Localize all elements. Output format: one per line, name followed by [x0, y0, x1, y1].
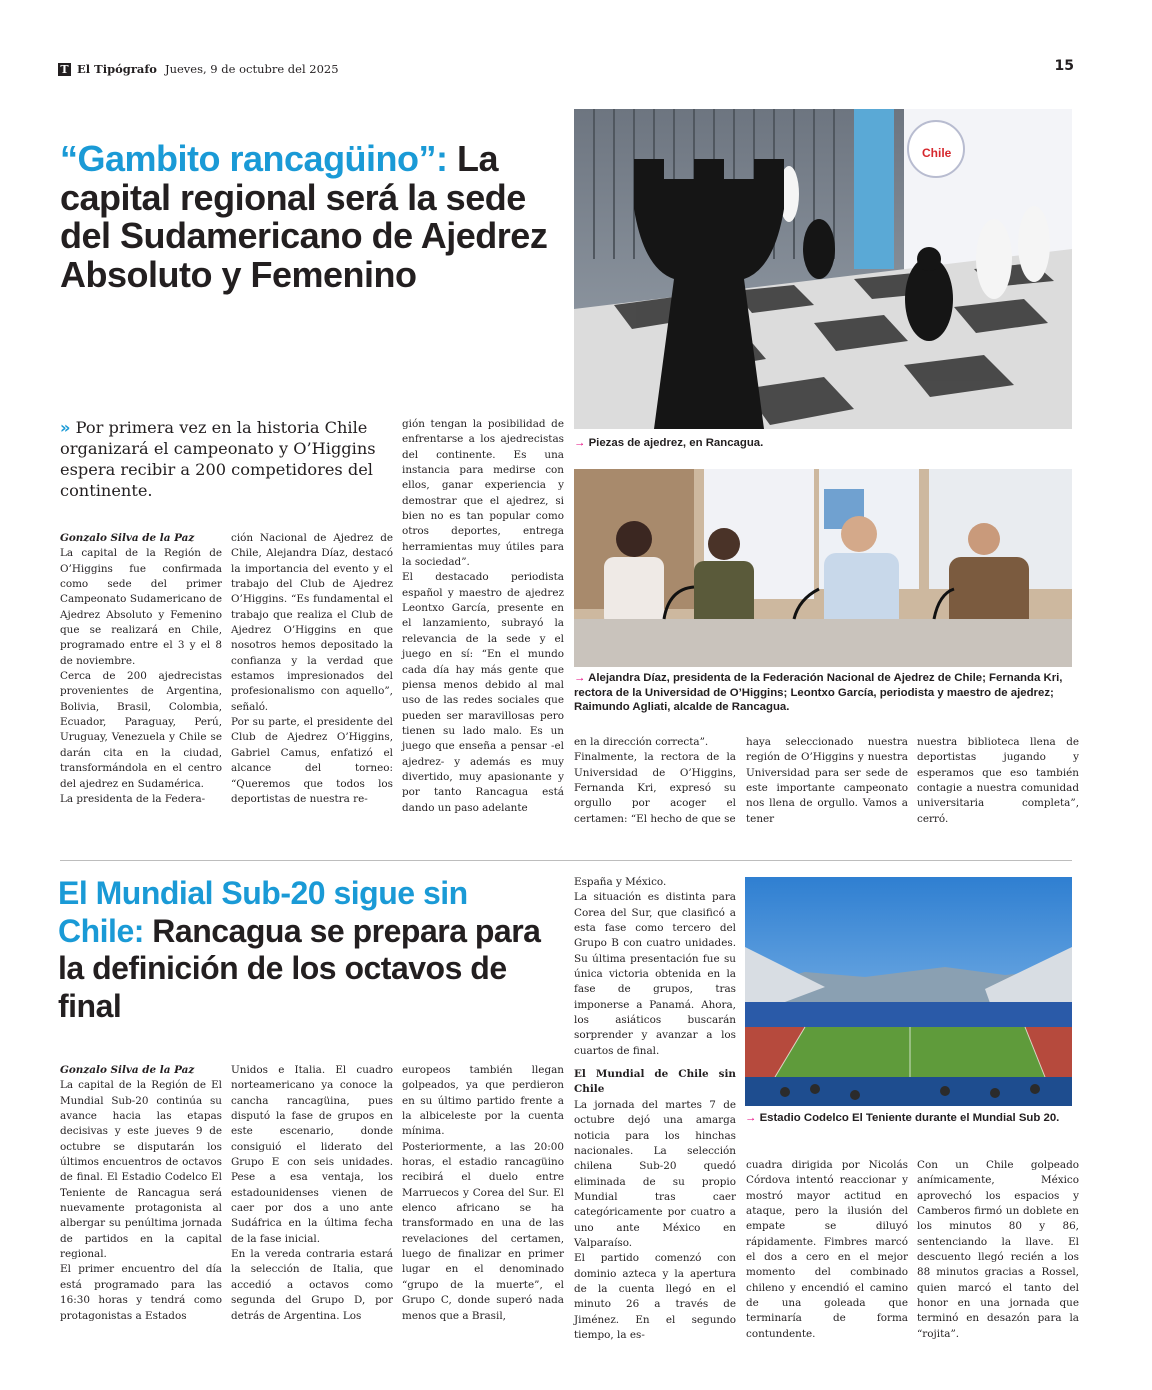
article2-column-3: [402, 1063, 564, 1324]
paragraph: Por su parte, el presidente del Club de Ajedrez O’Higgins, Gabriel Camus, enfatizó el alcance del torneo: “Queremos que todos los deportistas de nuestra re-: [231, 716, 393, 805]
paragraph: El partido comenzó con dominio azteca y la apertura de la cuenta llegó en el minuto 26 a través de Jiménez. En el segundo tiempo, la es-: [574, 1252, 736, 1341]
paragraph: nuestra biblioteca llena de deportistas jugando y esperamos que eso también contagie a nuestra comunidad universitaria completa”, cerró.: [917, 736, 1079, 825]
masthead: [58, 60, 339, 78]
paragraph: Unidos e Italia. El cuadro norteamericano ya conoce la cancha rancagüina, pues disputó la fase de grupos en este escenario, donde consiguió el liderato del Grupo E con seis unidades. Pese a esa ventaja, los estadounidenses vienen de caer por dos a uno ante Sudáfrica en la última fecha de la fase inicial.: [231, 1064, 393, 1245]
chess-photo-illustration: [574, 109, 1072, 429]
page-number: 15: [1054, 58, 1074, 74]
headline-kicker: “Gambito rancagüino”:: [60, 138, 448, 179]
section-divider: [60, 860, 1072, 861]
stadium-illustration: [745, 877, 1072, 1106]
paragraph: Con un Chile golpeado anímicamente, México aprovechó los espacios y Camberos firmó un doblete en los minutos 80 y 86, sentenciando la llave. El descuento llegó recién a los 88 minutos gracias a Rossel, quien marcó el tanto del honor en una jornada que terminó en desazón para la “rojita”.: [917, 1159, 1079, 1340]
arrow-right-icon: →: [745, 1112, 757, 1124]
chess-photo-caption: [574, 436, 1072, 451]
issue-date: Jueves, 9 de octubre del 2025: [164, 62, 339, 76]
article1-column-5: [746, 735, 908, 827]
article1-column-2: [231, 531, 393, 807]
article1-column-4: [574, 735, 736, 827]
article2-headline: [58, 875, 558, 1025]
arrow-right-icon: →: [574, 437, 586, 449]
banner-chile-text: Chile: [922, 146, 952, 160]
paragraph: La capital de la Región de O’Higgins fue confirmada como sede del primer Campeonato Sudamericano de Ajedrez Absoluto y Femenino que se realizará en Chile, programado entre el 3 y el 8 de noviembre.: [60, 547, 222, 667]
paragraph: gión tengan la posibilidad de enfrentarse a los ajedrecistas del continente. Es una instancia para medirse con ellos, ganar experiencia y demostrar que el ajedrez, si bien no es tan popular como otros deportes, entrega herramientas muy útiles para la sociedad”.: [402, 418, 564, 569]
paragraph: en la dirección correcta”.: [574, 736, 709, 748]
article2-column-1: [60, 1063, 222, 1324]
panel-photo-caption: [574, 671, 1072, 715]
paragraph: En la vereda contraria estará la selección de Italia, que accedió a octavos como segunda del Grupo D, por detrás de Argentina. Los: [231, 1248, 393, 1322]
paragraph: La situación es distinta para Corea del Sur, que clasificó a esta fase como tercero del Grupo B con cuatro unidades. Su última presentación fue su única victoria obtenida en la fase de grupos, tras imponerse a Panamá. Ahora, los asiáticos buscarán sorprender y avanzar a los cuartos de final.: [574, 891, 736, 1057]
paragraph: La jornada del martes 7 de octubre dejó una amarga noticia para los hinchas nacionales. La selección chilena Sub-20 quedó eliminada de su propio Mundial tras caer categóricamente por cuatro a uno ante México en Valparaíso.: [574, 1098, 736, 1249]
byline: Gonzalo Silva de la Paz: [60, 1064, 195, 1076]
paragraph: La presidenta de la Federa-: [60, 792, 206, 805]
paper-name: El Tipógrafo: [77, 62, 157, 76]
press-conference-photo: [574, 469, 1072, 667]
paragraph: Cerca de 200 ajedrecistas provenientes de Argentina, Bolivia, Brasil, Colombia, Ecuador, Paraguay, Perú, Uruguay, Venezuela y Chile se darán cita en la ciudad, transformándola en el centro del ajedrez en Sudamérica.: [60, 670, 222, 790]
byline: Gonzalo Silva de la Paz: [60, 532, 195, 544]
double-chevron-icon: »: [60, 418, 71, 437]
paragraph: El destacado periodista español y maestro de ajedrez Leontxo García, presente en el lanzamiento, subrayó la relevancia de la sede y el juego en sí: “En el mundo cada día hay más gente que piensa menos debido al mal uso de las redes sociales que pueden ser maravillosas pero tienen su lado malo. Es un juego que enseña a pensar -el ajedrez- y además es muy divertido, muy apasionante y por tanto Rancagua está dando un paso adelante: [402, 571, 564, 814]
press-conference-illustration: [574, 469, 1072, 667]
article1-column-3: [402, 417, 564, 816]
article2-column-6: [917, 1158, 1079, 1342]
headline-main: Rancagua se prepara para la definición de los octavos de final: [58, 912, 541, 1024]
chess-pieces-photo: [574, 109, 1072, 429]
paragraph: haya seleccionado nuestra región de O’Higgins y nuestra Universidad para ser sede de este importante campeonato nos llena de orgullo. Vamos a tener: [746, 736, 908, 825]
deck-text: Por primera vez en la historia Chile organizará el campeonato y O’Higgins espera recibir a 200 competidores del continente.: [60, 418, 376, 500]
paragraph: Finalmente, la rectora de la Universidad de O’Higgins, Fernanda Kri, expresó su orgullo por acoger el certamen: “El hecho de que se: [574, 751, 736, 825]
stadium-photo: [745, 877, 1072, 1106]
caption-text: Piezas de ajedrez, en Rancagua.: [588, 437, 764, 449]
paragraph: ción Nacional de Ajedrez de Chile, Alejandra Díaz, destacó la importancia del evento y el trabajo del Club de Ajedrez O’Higgins. “Es fundamental el trabajo que realiza el Club de Ajedrez O’Higgins en que nosotros hemos depositado la confianza y la verdad que estamos impresionados del profesionalismo con aquello”, señaló.: [231, 532, 393, 713]
caption-text: Alejandra Díaz, presidenta de la Federación Nacional de Ajedrez de Chile; Fernanda Kri, rectora de la Universidad de O’Higgins; Leontxo García, periodista y maestro de ajedrez; Raimundo Agliati, alcalde de Rancagua.: [574, 672, 1063, 714]
newspaper-logo-icon: T: [58, 63, 71, 76]
headline-kicker: El Mundial Sub-20 sigue sin Chile:: [58, 875, 468, 949]
subheading: El Mundial de Chile sin Chile: [574, 1068, 736, 1096]
article1-column-6: [917, 735, 1079, 827]
article1-column-1: [60, 531, 222, 807]
article2-column-2: [231, 1063, 393, 1324]
paragraph: La capital de la Región de El Mundial Sub-20 continúa su avance hacia las etapas decisivas y este jueves 9 de octubre se disputarán los últimos encuentros de octavos de final. El Estadio Codelco El Teniente de Rancagua será nuevamente protagonista al albergar su penúltima jornada de partidos en la capital regional.: [60, 1079, 222, 1261]
article1-deck: [60, 417, 380, 501]
paragraph: europeos también llegan golpeados, ya que perdieron en su último partido frente a la albiceleste por la cuenta mínima.: [402, 1064, 564, 1138]
paragraph: España y México.: [574, 876, 667, 888]
headline-main: La capital regional será la sede del Sudamericano de Ajedrez Absoluto y Femenino: [60, 138, 548, 295]
arrow-right-icon: →: [574, 672, 586, 684]
paragraph: Posteriormente, a las 20:00 horas, el estadio rancagüino recibirá el duelo entre Marruecos y Corea del Sur. El elenco africano se ha transformado en una de las revelaciones del certamen, luego de finalizar en primer lugar en el denominado “grupo de la muerte”, el Grupo C, donde superó nada menos que a Brasil,: [402, 1140, 564, 1322]
article1-headline: [60, 140, 560, 294]
article2-column-4: [574, 875, 736, 1343]
paragraph: cuadra dirigida por Nicolás Córdova intentó reaccionar y mostró mayor actitud en ataque, pero la ilusión del empate se diluyó rápidamente. Fimbres marcó el dos a cero en el mejor momento del combinado chileno y encendió el camino de una goleada que terminaría de forma contundente.: [746, 1159, 908, 1340]
article2-column-5: [746, 1158, 908, 1342]
stadium-photo-caption: [745, 1111, 1072, 1126]
paragraph: El primer encuentro del día está programado para las 16:30 horas y tendrá como protagonistas a Estados: [60, 1263, 222, 1322]
caption-text: Estadio Codelco El Teniente durante el Mundial Sub 20.: [759, 1112, 1060, 1124]
